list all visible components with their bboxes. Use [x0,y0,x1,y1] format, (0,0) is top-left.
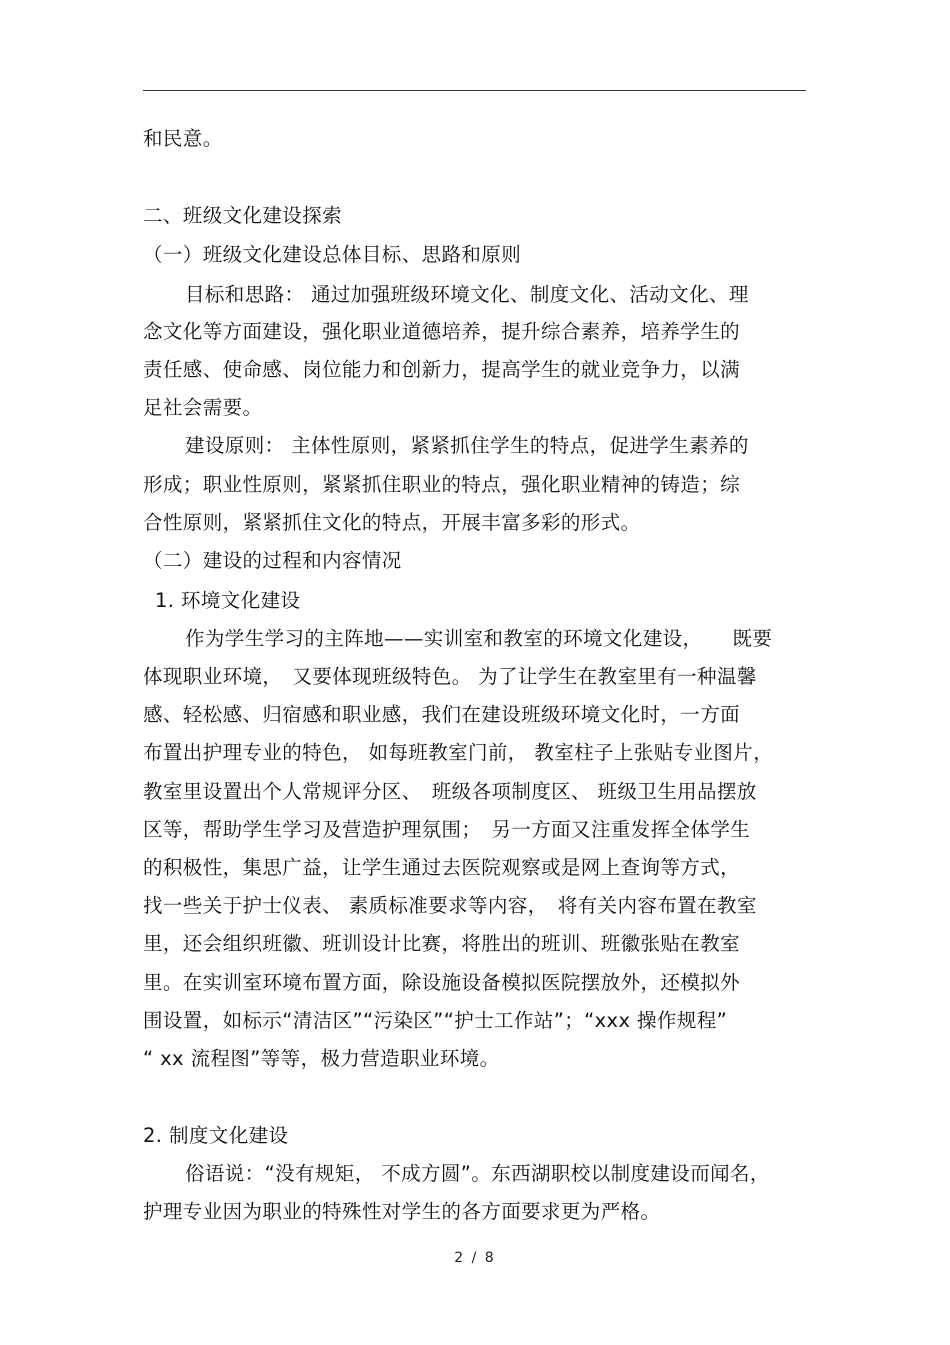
subsection-heading: 1. 环境文化建设 [155,589,301,612]
text-line: 和民意。 [143,127,223,150]
text-line: 围设置，如标示“清洁区”“污染区”“护士工作站”；“xxx 操作规程” [143,1009,728,1032]
text-line: 念文化等方面建设，强化职业道德培养，提升综合素养，培养学生的 [143,320,741,343]
text-line: 区等，帮助学生学习及营造护理氛围； 另一方面又注重发挥全体学生 [143,818,751,841]
subsection-heading: （二）建设的过程和内容情况 [143,549,402,572]
text-line: 俗语说：“没有规矩， 不成方圆”。东西湖职校以制度建设而闻名， [185,1162,770,1185]
subsection-heading: （一）班级文化建设总体目标、思路和原则 [143,243,522,266]
text-line: 感、轻松感、归宿感和职业感，我们在建设班级环境文化时，一方面 [143,703,741,726]
header-rule [143,90,806,91]
text-line: 找一些关于护士仪表、 素质标准要求等内容， 将有关内容布置在教室 [143,894,757,917]
text-line: 合性原则，紧紧抓住文化的特点，开展丰富多彩的形式。 [143,511,641,534]
text-line: 教室里设置出个人常规评分区、 班级各项制度区、 班级卫生用品摆放 [143,780,757,803]
page-number: 2 / 8 [454,1250,496,1266]
text-line: 目标和思路： 通过加强班级环境文化、制度文化、活动文化、理 [185,283,749,306]
text-line: 护理专业因为职业的特殊性对学生的各方面要求更为严格。 [143,1200,661,1223]
subsection-heading: 2. 制度文化建设 [143,1124,289,1147]
text-line: 建设原则： 主体性原则，紧紧抓住学生的特点，促进学生素养的 [185,434,749,457]
text-line: 里。在实训室环境布置方面，除设施设备模拟医院摆放外，还模拟外 [143,971,741,994]
text-line: 作为学生学习的主阵地——实训室和教室的环境文化建设， 既要 [185,627,773,650]
text-line: 布置出护理专业的特色， 如每班教室门前， 教室柱子上张贴专业图片， [143,741,774,764]
text-line: 的积极性，集思广益，让学生通过去医院观察或是网上查询等方式， [143,856,741,879]
text-line: 形成；职业性原则，紧紧抓住职业的特点，强化职业精神的铸造；综 [143,473,741,496]
section-heading: 二、班级文化建设探索 [143,204,343,227]
text-line: “ xx 流程图”等等，极力营造职业环境。 [143,1047,500,1070]
text-line: 体现职业环境， 又要体现班级特色。 为了让学生在教室里有一种温馨 [143,665,757,688]
text-line: 责任感、使命感、岗位能力和创新力，提高学生的就业竞争力，以满 [143,358,741,381]
text-line: 里，还会组织班徽、班训设计比赛，将胜出的班训、班徽张贴在教室 [143,932,741,955]
text-line: 足社会需要。 [143,396,263,419]
